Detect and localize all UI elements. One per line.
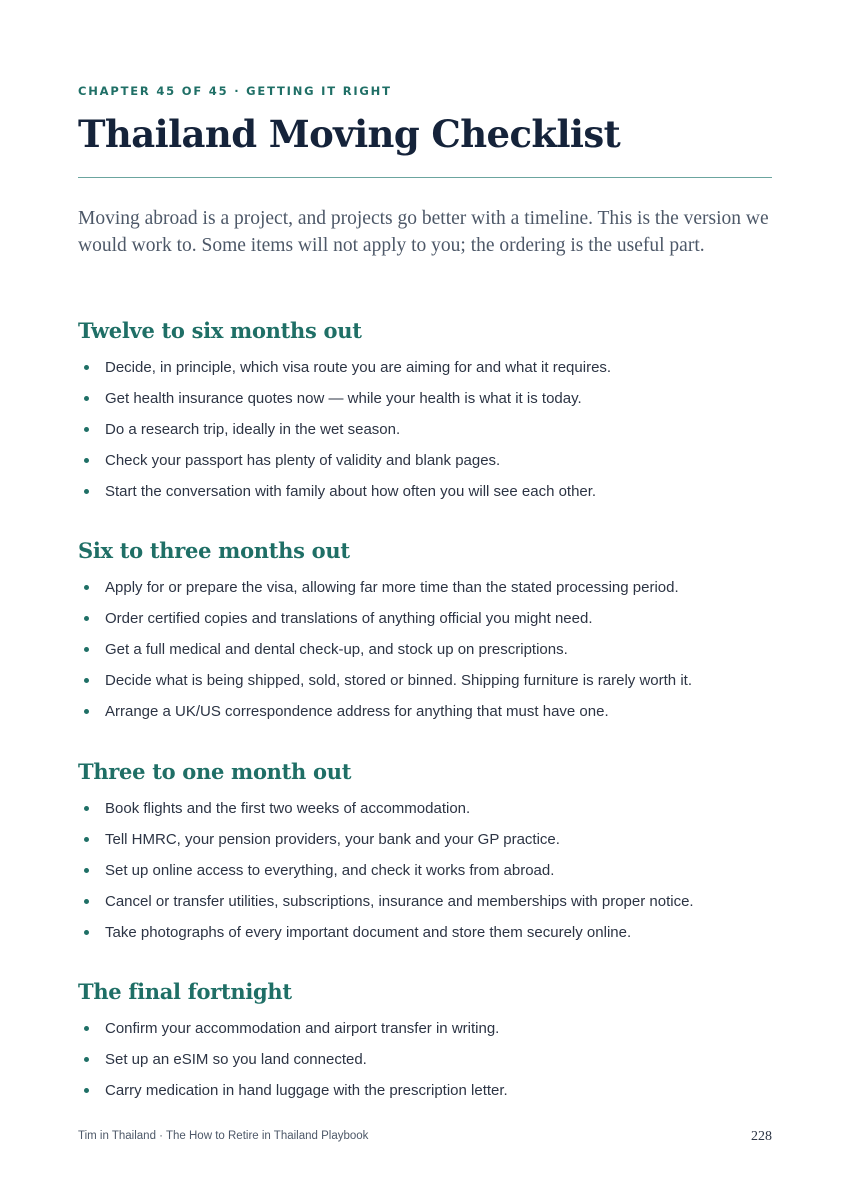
list-item <box>78 414 772 445</box>
list-item <box>78 634 772 665</box>
footer-attribution: Tim in Thailand · The How to Retire in Thailand Playbook <box>78 1130 369 1142</box>
page-number: 228 <box>751 1129 772 1144</box>
page-title: Thailand Moving Checklist <box>78 112 621 156</box>
section-final-fortnight <box>78 977 772 1106</box>
bullet-icon <box>84 427 89 432</box>
list-item <box>78 572 772 603</box>
bullet-icon <box>84 489 89 494</box>
list-item-text: Cancel or transfer utilities, subscriptions, insurance and memberships with proper notice. <box>105 893 694 910</box>
section-heading: Three to one month out <box>78 759 352 784</box>
bullet-icon <box>84 365 89 370</box>
list-item-text: Check your passport has plenty of validity and blank pages. <box>105 452 501 469</box>
list-item-text: Confirm your accommodation and airport transfer in writing. <box>105 1020 500 1037</box>
bullet-icon <box>84 899 89 904</box>
list-item <box>78 383 772 414</box>
checklist <box>78 793 772 948</box>
list-item-text: Do a research trip, ideally in the wet season. <box>105 421 401 438</box>
list-item-text: Apply for or prepare the visa, allowing far more time than the stated processing period. <box>105 579 679 596</box>
bullet-icon <box>84 837 89 842</box>
bullet-icon <box>84 806 89 811</box>
list-item <box>78 603 772 634</box>
list-item <box>78 476 772 507</box>
list-item-text: Take photographs of every important document and store them securely online. <box>105 924 632 941</box>
list-item-text: Start the conversation with family about how often you will see each other. <box>105 483 597 500</box>
list-item <box>78 1013 772 1044</box>
bullet-icon <box>84 1088 89 1093</box>
section-heading: Six to three months out <box>78 538 350 563</box>
list-item <box>78 917 772 948</box>
bullet-icon <box>84 585 89 590</box>
bullet-icon <box>84 709 89 714</box>
bullet-icon <box>84 458 89 463</box>
list-item <box>78 793 772 824</box>
chapter-kicker: CHAPTER 45 OF 45 · GETTING IT RIGHT <box>78 84 392 98</box>
list-item-text: Set up an eSIM so you land connected. <box>105 1051 367 1068</box>
list-item <box>78 665 772 696</box>
section-twelve-to-six-months <box>78 316 772 507</box>
list-item-text: Get a full medical and dental check-up, and stock up on prescriptions. <box>105 641 568 658</box>
intro-paragraph: Moving abroad is a project, and projects go better with a timeline. This is the version we would work to. Some items will not apply to you; the ordering is the useful part. <box>78 208 769 256</box>
list-item-text: Carry medication in hand luggage with the prescription letter. <box>105 1082 508 1099</box>
list-item-text: Get health insurance quotes now — while your health is what it is today. <box>105 390 582 407</box>
list-item-text: Set up online access to everything, and check it works from abroad. <box>105 862 555 879</box>
checklist <box>78 572 772 727</box>
list-item <box>78 886 772 917</box>
bullet-icon <box>84 1057 89 1062</box>
checklist <box>78 352 772 507</box>
list-item <box>78 1075 772 1106</box>
list-item <box>78 824 772 855</box>
list-item-text: Tell HMRC, your pension providers, your bank and your GP practice. <box>105 831 560 848</box>
section-three-to-one-month <box>78 757 772 948</box>
bullet-icon <box>84 616 89 621</box>
bullet-icon <box>84 868 89 873</box>
list-item-text: Decide what is being shipped, sold, stored or binned. Shipping furniture is rarely worth it. <box>105 672 692 689</box>
section-heading: The final fortnight <box>78 979 292 1004</box>
checklist <box>78 1013 772 1106</box>
bullet-icon <box>84 678 89 683</box>
bullet-icon <box>84 930 89 935</box>
section-heading: Twelve to six months out <box>78 318 362 343</box>
list-item <box>78 1044 772 1075</box>
bullet-icon <box>84 1026 89 1031</box>
list-item <box>78 855 772 886</box>
list-item <box>78 696 772 727</box>
list-item <box>78 352 772 383</box>
bullet-icon <box>84 647 89 652</box>
list-item-text: Arrange a UK/US correspondence address for anything that must have one. <box>105 703 609 720</box>
list-item-text: Order certified copies and translations of anything official you might need. <box>105 610 593 627</box>
section-six-to-three-months <box>78 536 772 727</box>
title-divider <box>78 177 772 178</box>
bullet-icon <box>84 396 89 401</box>
list-item-text: Decide, in principle, which visa route you are aiming for and what it requires. <box>105 359 612 376</box>
list-item <box>78 445 772 476</box>
list-item-text: Book flights and the first two weeks of accommodation. <box>105 800 471 817</box>
